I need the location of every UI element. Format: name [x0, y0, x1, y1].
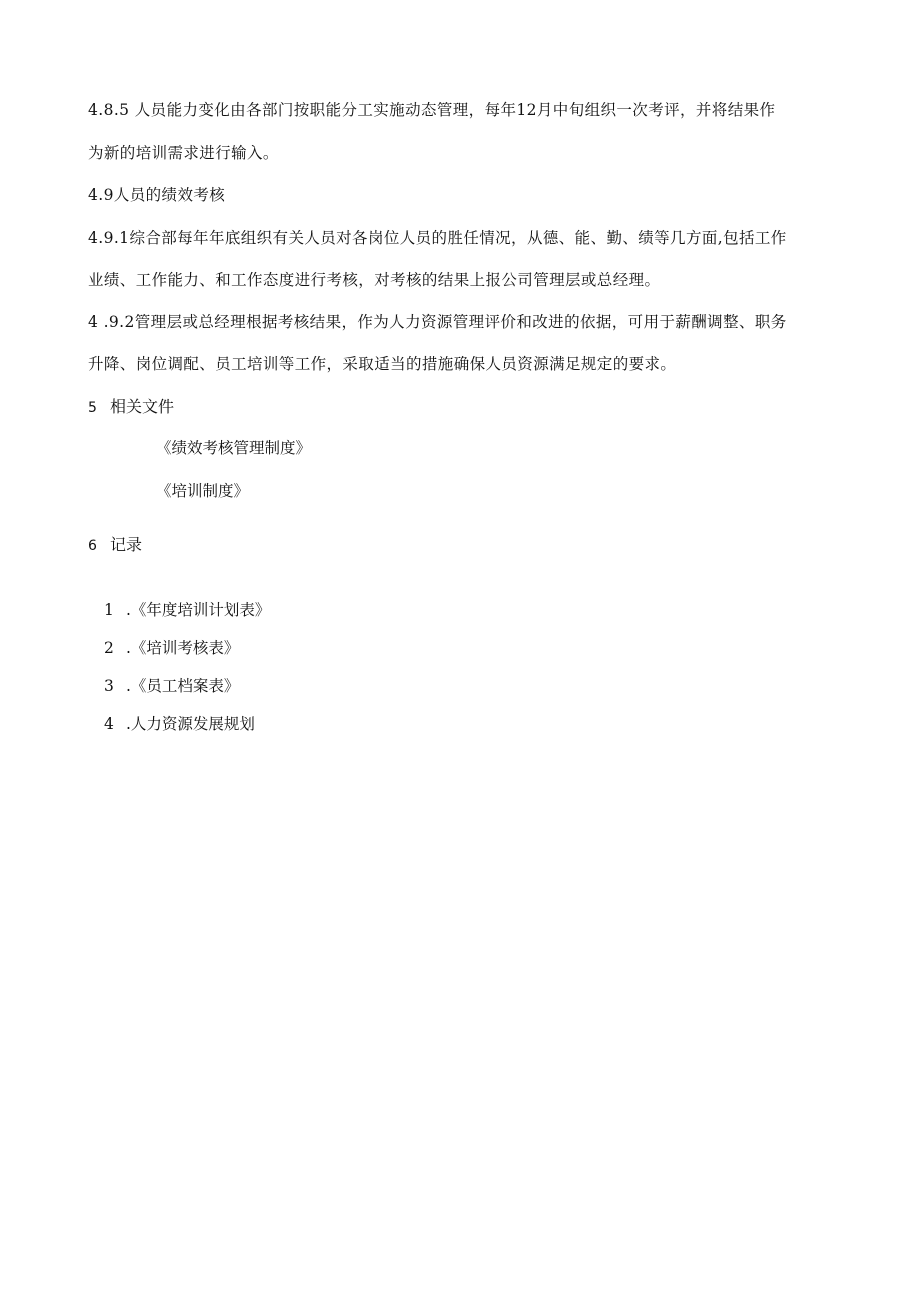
record-item [104, 675, 239, 697]
record-index: 3 [104, 677, 114, 695]
para-4-9-1-line2: 业绩、工作能力、和工作态度进行考核，对考核的结果上报公司管理层或总经理。 [88, 271, 661, 289]
record-text: .《年度培训计划表》 [126, 601, 271, 619]
record-item [104, 713, 255, 735]
section-6-heading [88, 534, 142, 557]
section-5-heading [88, 396, 174, 419]
record-text: .《培训考核表》 [126, 639, 240, 657]
section-5-number: 5 [88, 400, 97, 416]
para-4-9-2-line1: 4 .9.2管理层或总经理根据考核结果，作为人力资源管理评价和改进的依据，可用于薪酬调整、职务 [88, 313, 787, 331]
para-4-9-1-line1: 4.9.1综合部每年年底组织有关人员对各岗位人员的胜任情况，从德、能、勤、绩等几方面,包括工作 [88, 229, 787, 247]
para-4-8-5-line1: 4.8.5 人员能力变化由各部门按职能分工实施动态管理，每年12月中旬组织一次考评，并将结果作 [88, 101, 776, 119]
section-6-number: 6 [88, 538, 97, 554]
record-index: 2 [104, 639, 114, 657]
section-5-title: 相关文件 [110, 397, 175, 416]
record-index: 1 [104, 601, 114, 619]
record-item [104, 599, 270, 621]
record-text: .《员工档案表》 [126, 677, 240, 695]
section-6-title: 记录 [110, 535, 143, 554]
record-index: 4 [104, 715, 114, 733]
record-text: .人力资源发展规划 [126, 715, 255, 733]
related-doc-item: 《培训制度》 [156, 482, 250, 500]
para-4-9-2-line2: 升降、岗位调配、员工培训等工作，采取适当的措施确保人员资源满足规定的要求。 [88, 355, 677, 373]
section-4-9-title: 4.9人员的绩效考核 [88, 186, 226, 204]
para-4-8-5-line2: 为新的培训需求进行输入。 [88, 144, 279, 162]
record-item [104, 637, 239, 659]
related-doc-item: 《绩效考核管理制度》 [156, 439, 312, 457]
